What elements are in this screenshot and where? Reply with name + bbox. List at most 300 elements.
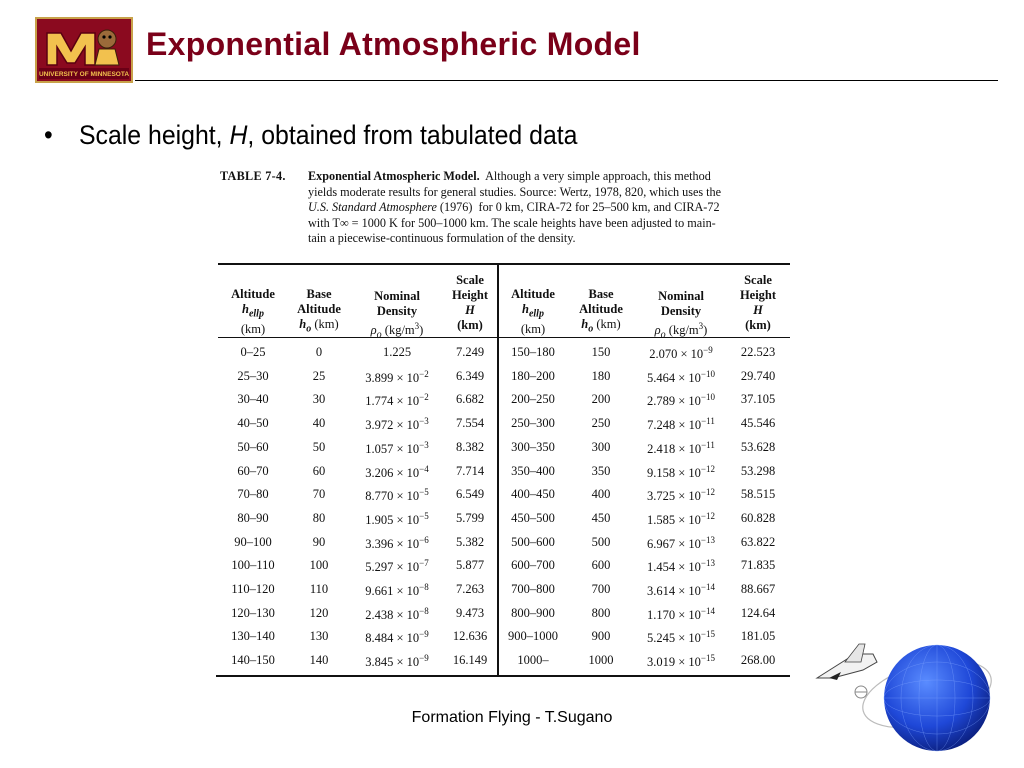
altitude-range: 900–1000 xyxy=(508,629,558,644)
cell-density-right xyxy=(636,464,726,481)
cell-density xyxy=(352,392,442,409)
density-exponent: −2 xyxy=(419,368,429,379)
altitude-range: 130–140 xyxy=(231,629,275,644)
scale-height: 88.667 xyxy=(740,582,776,596)
altitude-range: 200–250 xyxy=(511,392,555,407)
density-exponent: −10 xyxy=(700,392,715,403)
hdr-line: Nominal xyxy=(658,289,704,303)
hdr-symbol: h xyxy=(581,317,589,331)
base-altitude: 900 xyxy=(591,629,611,644)
density-times: × 10 xyxy=(396,465,420,480)
density-exponent: −9 xyxy=(703,345,713,355)
hdr-unit: (km) xyxy=(596,317,621,331)
cell-base-altitude-right xyxy=(566,582,636,597)
base-altitude: 1000 xyxy=(588,653,614,668)
cell-altitude-right xyxy=(500,345,566,360)
density-exponent: −8 xyxy=(419,605,429,616)
hdr-symbol: ρ xyxy=(654,323,661,338)
scale-height: 71.835 xyxy=(740,558,776,573)
cell-altitude-right xyxy=(500,416,566,431)
hdr-unit: (km) xyxy=(745,318,771,332)
density-mantissa: 6.967 xyxy=(646,536,676,551)
cell-altitude xyxy=(220,464,286,479)
density-times: × 10 xyxy=(678,441,702,456)
density-mantissa: 5.245 xyxy=(646,631,676,646)
caption-line-1: Although a very simple approach, this method xyxy=(485,169,711,183)
caption-source-title: U.S. Standard Atmosphere xyxy=(308,200,437,215)
cell-density xyxy=(352,369,442,386)
cell-base-altitude xyxy=(286,345,352,360)
shuttle-earth-icon xyxy=(815,636,995,768)
hdr-line: Scale xyxy=(744,273,772,287)
column-header-altitude-right xyxy=(500,287,566,337)
density-mantissa: 8.484 xyxy=(365,631,394,646)
hdr-unit: (kg/m xyxy=(384,323,415,338)
density-times: × 10 xyxy=(396,631,420,646)
altitude-range: 80–90 xyxy=(237,510,269,525)
base-altitude: 800 xyxy=(591,605,611,620)
cell-base-altitude xyxy=(286,653,352,668)
density-times: × 10 xyxy=(396,655,420,670)
density-exponent: −12 xyxy=(700,463,715,474)
base-altitude: 300 xyxy=(591,439,611,454)
density-times: × 10 xyxy=(396,607,420,622)
caption-line-5: tain a piecewise-continuous formulation of the density. xyxy=(308,231,576,246)
base-altitude: 60 xyxy=(312,463,326,478)
cell-scale-height xyxy=(442,487,498,502)
cell-density-right xyxy=(636,440,726,457)
hdr-symbol: H xyxy=(753,303,763,317)
cell-base-altitude-right xyxy=(566,416,636,431)
density-mantissa: 9.661 xyxy=(365,584,394,598)
cell-altitude xyxy=(220,440,286,455)
hdr-line xyxy=(726,303,790,318)
hdr-unit-close: ) xyxy=(419,323,424,338)
hdr-unit: (kg/m xyxy=(668,323,699,338)
scale-height: 181.05 xyxy=(740,629,776,644)
altitude-range: 180–200 xyxy=(511,368,555,383)
density-exponent: −15 xyxy=(700,653,715,664)
scale-height: 5.382 xyxy=(455,534,485,549)
density-mantissa: 3.396 xyxy=(365,536,394,551)
altitude-range: 140–150 xyxy=(231,653,275,668)
cell-altitude-right xyxy=(500,606,566,621)
density-mantissa: 2.438 xyxy=(365,607,394,622)
density-mantissa: 2.418 xyxy=(647,441,676,456)
hdr-subscript: o xyxy=(660,329,666,341)
density-mantissa: 1.585 xyxy=(646,512,676,527)
cell-base-altitude xyxy=(286,558,352,573)
hdr-line: Height xyxy=(739,288,777,302)
base-altitude: 400 xyxy=(591,487,611,502)
base-altitude: 500 xyxy=(591,534,611,549)
density-times: × 10 xyxy=(678,631,701,646)
cell-altitude xyxy=(220,606,286,621)
hdr-subscript: ellp xyxy=(528,308,544,320)
cell-altitude xyxy=(220,511,286,526)
hdr-line: Density xyxy=(376,304,418,318)
hdr-subscript: o xyxy=(588,323,594,335)
cell-density xyxy=(352,464,442,481)
caption-line-2: yields moderate results for general studies. Source: Wertz, 1978, 820, which uses the xyxy=(308,184,722,199)
base-altitude: 250 xyxy=(591,416,611,431)
density-exponent: −9 xyxy=(419,629,429,640)
density-exponent: −5 xyxy=(419,510,429,521)
density-exponent: −2 xyxy=(419,392,429,403)
hdr-symbol: h xyxy=(242,302,249,316)
bullet-text-suffix: , obtained from tabulated data xyxy=(247,120,578,150)
cell-altitude-right xyxy=(500,558,566,573)
altitude-range: 110–120 xyxy=(231,582,275,596)
cell-base-altitude-right xyxy=(566,558,636,573)
hdr-line: Base xyxy=(306,287,332,301)
column-header-altitude-left xyxy=(220,287,286,337)
cell-scale-height-right xyxy=(726,606,790,621)
column-header-base-left xyxy=(286,287,352,337)
slide-footer: Formation Flying - T.Sugano xyxy=(411,709,613,726)
density-exponent: −3 xyxy=(419,416,429,427)
hdr-unit-close: ) xyxy=(703,323,708,338)
cell-altitude xyxy=(220,535,286,550)
scale-height: 63.822 xyxy=(740,534,776,549)
density-mantissa: 1.454 xyxy=(646,560,676,575)
density-mantissa: 7.248 xyxy=(647,418,676,433)
cell-altitude-right xyxy=(500,392,566,407)
cell-scale-height xyxy=(442,535,498,550)
density-mantissa: 1.170 xyxy=(646,607,676,622)
density-mantissa: 3.972 xyxy=(365,418,394,433)
altitude-range: 450–500 xyxy=(511,510,555,525)
bullet-dot-icon: • xyxy=(44,120,53,150)
density-exponent: −12 xyxy=(700,487,715,498)
column-header-scale-right xyxy=(726,273,790,333)
base-altitude: 600 xyxy=(591,558,611,573)
hdr-line: Height xyxy=(451,288,489,302)
cell-base-altitude xyxy=(286,606,352,621)
cell-scale-height-right xyxy=(726,487,790,502)
cell-density-right xyxy=(636,487,726,504)
cell-density-right xyxy=(636,629,726,646)
altitude-range: 90–100 xyxy=(234,534,272,549)
scale-height: 8.382 xyxy=(455,439,485,454)
hdr-symbol: h xyxy=(299,317,307,331)
base-altitude: 450 xyxy=(591,510,611,525)
cell-base-altitude-right xyxy=(566,606,636,621)
cell-density-right xyxy=(636,606,726,623)
cell-density xyxy=(352,345,442,360)
base-altitude: 100 xyxy=(309,558,329,573)
hdr-unit: (km) xyxy=(240,321,266,336)
cell-altitude xyxy=(220,369,286,384)
slide-title: Exponential Atmospheric Model xyxy=(146,26,641,62)
cell-density-right xyxy=(636,369,726,386)
cell-scale-height xyxy=(442,416,498,431)
column-header-base-right xyxy=(566,287,636,337)
scale-height: 37.105 xyxy=(740,392,776,407)
density-mantissa: 1.057 xyxy=(365,441,394,456)
density-mantissa: 5.464 xyxy=(646,370,676,385)
cell-base-altitude xyxy=(286,582,352,597)
density-mantissa: 3.845 xyxy=(365,655,394,670)
cell-scale-height xyxy=(442,558,498,573)
caption-source-year: (1976) xyxy=(439,200,473,215)
university-logo xyxy=(35,17,133,83)
cell-density xyxy=(352,606,442,623)
base-altitude: 140 xyxy=(309,653,329,668)
cell-base-altitude xyxy=(286,392,352,407)
base-altitude: 80 xyxy=(312,510,326,525)
density-exponent: −9 xyxy=(419,653,429,664)
cell-density-right xyxy=(636,653,726,670)
altitude-range: 700–800 xyxy=(511,582,555,596)
density-times: × 10 xyxy=(678,418,702,433)
bullet-text-prefix: Scale height, xyxy=(78,120,230,150)
base-altitude: 700 xyxy=(591,582,611,596)
scale-height: 16.149 xyxy=(452,653,488,668)
density-mantissa: 3.019 xyxy=(646,655,676,670)
cell-scale-height-right xyxy=(726,558,790,573)
scale-height: 9.473 xyxy=(455,605,485,620)
density-mantissa: 3.899 xyxy=(365,370,394,385)
scale-height: 12.636 xyxy=(452,629,488,644)
base-altitude: 25 xyxy=(312,368,326,383)
base-altitude: 200 xyxy=(591,392,611,407)
hdr-line: Altitude xyxy=(231,287,275,301)
logo-caption: UNIVERSITY OF MINNESOTA xyxy=(38,71,130,78)
scale-height: 7.554 xyxy=(455,416,485,431)
cell-density-right xyxy=(636,558,726,575)
cell-density xyxy=(352,558,442,575)
scale-height: 5.799 xyxy=(455,510,485,525)
altitude-range: 1000– xyxy=(517,653,549,668)
cell-density-right xyxy=(636,392,726,409)
cell-scale-height-right xyxy=(726,440,790,455)
cell-altitude-right xyxy=(500,629,566,644)
hdr-symbol: ρ xyxy=(370,323,377,338)
cell-density xyxy=(352,511,442,528)
base-altitude: 350 xyxy=(591,463,611,478)
hdr-line: Base xyxy=(588,287,614,301)
cell-base-altitude xyxy=(286,440,352,455)
density-exponent: −13 xyxy=(700,558,715,569)
density-times: × 10 xyxy=(678,489,701,504)
cell-density-right xyxy=(636,582,726,599)
density-times: × 10 xyxy=(396,584,420,598)
base-altitude: 40 xyxy=(312,416,326,431)
scale-height: 58.515 xyxy=(740,487,776,502)
cell-density xyxy=(352,535,442,552)
scale-height: 5.877 xyxy=(455,558,485,573)
density-mantissa: 8.770 xyxy=(365,489,394,504)
bullet-point xyxy=(44,120,577,151)
cell-altitude-right xyxy=(500,440,566,455)
density-mantissa: 1.774 xyxy=(365,394,394,409)
density-times: × 10 xyxy=(678,512,701,527)
cell-base-altitude-right xyxy=(566,464,636,479)
cell-scale-height xyxy=(442,464,498,479)
density-mantissa: 2.070 xyxy=(649,347,678,361)
hdr-line: Nominal xyxy=(374,289,420,303)
density-exponent: −7 xyxy=(419,558,429,569)
density-times: × 10 xyxy=(678,655,701,670)
base-altitude: 70 xyxy=(312,487,326,502)
title-divider xyxy=(135,80,998,81)
hdr-subscript: ellp xyxy=(248,308,264,320)
cell-base-altitude-right xyxy=(566,535,636,550)
cell-density xyxy=(352,629,442,646)
hdr-line xyxy=(636,319,726,343)
cell-base-altitude xyxy=(286,487,352,502)
hdr-unit: (km) xyxy=(314,317,339,331)
cell-scale-height xyxy=(442,392,498,407)
hdr-superscript: 3 xyxy=(414,321,420,331)
scale-height: 22.523 xyxy=(740,345,776,359)
base-altitude: 0 xyxy=(315,345,323,359)
hdr-subscript: o xyxy=(376,329,382,341)
cell-altitude xyxy=(220,653,286,668)
hdr-unit: (km) xyxy=(520,321,546,336)
cell-base-altitude xyxy=(286,464,352,479)
density-times: × 10 xyxy=(396,441,420,456)
altitude-range: 300–350 xyxy=(511,439,555,454)
density-mantissa: 2.789 xyxy=(646,394,676,409)
cell-altitude xyxy=(220,629,286,644)
cell-scale-height-right xyxy=(726,535,790,550)
hdr-line xyxy=(352,319,442,343)
cell-density xyxy=(352,653,442,670)
density-times: × 10 xyxy=(678,370,701,385)
table-caption xyxy=(220,169,792,247)
density-times: × 10 xyxy=(396,512,420,527)
cell-scale-height xyxy=(442,606,498,621)
density-exponent: −4 xyxy=(419,463,429,474)
caption-line-3-text: for 0 km, CIRA-72 for 25–500 km, and CIRA-72 xyxy=(478,200,720,215)
density-times: × 10 xyxy=(396,560,420,575)
cell-altitude xyxy=(220,345,286,360)
altitude-range: 30–40 xyxy=(237,392,269,407)
cell-altitude xyxy=(220,416,286,431)
table-caption-title: Exponential Atmospheric Model. xyxy=(308,169,480,183)
density-times: × 10 xyxy=(678,584,701,598)
cell-altitude xyxy=(220,487,286,502)
hdr-line xyxy=(442,303,498,318)
altitude-range: 50–60 xyxy=(237,439,269,454)
cell-altitude-right xyxy=(500,464,566,479)
hdr-line xyxy=(566,317,636,337)
altitude-range: 120–130 xyxy=(231,605,275,620)
density-exponent: −8 xyxy=(419,582,429,592)
altitude-range: 150–180 xyxy=(511,345,555,359)
cell-scale-height-right xyxy=(726,464,790,479)
cell-altitude-right xyxy=(500,487,566,502)
cell-base-altitude xyxy=(286,369,352,384)
cell-altitude xyxy=(220,392,286,407)
cell-altitude-right xyxy=(500,535,566,550)
base-altitude: 50 xyxy=(312,439,326,454)
scale-height: 60.828 xyxy=(740,510,776,525)
scale-height: 7.714 xyxy=(455,463,485,478)
base-altitude: 120 xyxy=(309,605,329,620)
cell-density xyxy=(352,487,442,504)
cell-altitude xyxy=(220,582,286,597)
cell-base-altitude-right xyxy=(566,369,636,384)
cell-density-right xyxy=(636,416,726,433)
cell-base-altitude-right xyxy=(566,629,636,644)
scale-height: 124.64 xyxy=(740,605,776,620)
density-exponent: −5 xyxy=(419,487,429,498)
cell-density-right xyxy=(636,345,726,362)
scale-height: 7.263 xyxy=(455,582,485,596)
cell-base-altitude-right xyxy=(566,653,636,668)
altitude-range: 100–110 xyxy=(231,558,275,573)
hdr-symbol: h xyxy=(522,302,529,316)
density-times: × 10 xyxy=(678,560,701,575)
cell-scale-height xyxy=(442,511,498,526)
density-exponent: −14 xyxy=(700,582,715,592)
cell-base-altitude xyxy=(286,511,352,526)
column-header-scale-left xyxy=(442,273,498,333)
bullet-variable: H xyxy=(229,120,248,150)
hdr-line: Scale xyxy=(456,273,484,287)
base-altitude: 90 xyxy=(312,534,326,549)
hdr-superscript: 3 xyxy=(698,321,704,331)
density-exponent: −14 xyxy=(700,605,715,616)
density-exponent: −15 xyxy=(700,629,715,640)
goldy-gopher-icon xyxy=(37,19,131,81)
cell-scale-height-right xyxy=(726,629,790,644)
hdr-line xyxy=(220,302,286,322)
altitude-range: 40–50 xyxy=(237,416,269,431)
hdr-line: Altitude xyxy=(511,287,555,301)
scale-height: 29.740 xyxy=(740,368,776,383)
scale-height: 268.00 xyxy=(740,653,776,668)
cell-scale-height-right xyxy=(726,392,790,407)
cell-scale-height-right xyxy=(726,345,790,360)
base-altitude: 130 xyxy=(309,629,329,644)
density-times: × 10 xyxy=(680,347,704,361)
table-bottom-rule xyxy=(216,675,790,677)
scale-height: 45.546 xyxy=(740,416,776,431)
caption-line-4: with T∞ = 1000 K for 500–1000 km. The scale heights have been adjusted to main- xyxy=(308,215,716,230)
altitude-range: 400–450 xyxy=(511,487,555,502)
altitude-range: 500–600 xyxy=(511,534,555,549)
density-times: × 10 xyxy=(396,536,420,551)
cell-scale-height-right xyxy=(726,416,790,431)
density-mantissa: 3.725 xyxy=(646,489,676,504)
scale-height: 53.628 xyxy=(740,439,776,454)
base-altitude: 30 xyxy=(312,392,326,407)
density-times: × 10 xyxy=(396,418,420,433)
hdr-line xyxy=(286,317,352,337)
cell-scale-height-right xyxy=(726,582,790,597)
cell-base-altitude xyxy=(286,535,352,550)
cell-base-altitude-right xyxy=(566,487,636,502)
cell-scale-height xyxy=(442,440,498,455)
cell-altitude-right xyxy=(500,511,566,526)
cell-altitude-right xyxy=(500,582,566,597)
altitude-range: 0–25 xyxy=(240,345,266,359)
base-altitude: 150 xyxy=(591,345,611,359)
scale-height: 53.298 xyxy=(740,463,776,478)
hdr-symbol: H xyxy=(465,303,475,317)
altitude-range: 25–30 xyxy=(237,368,269,383)
density-times: × 10 xyxy=(678,607,701,622)
altitude-range: 60–70 xyxy=(237,463,269,478)
cell-scale-height-right xyxy=(726,511,790,526)
density-exponent: −11 xyxy=(701,439,715,450)
altitude-range: 350–400 xyxy=(511,463,555,478)
cell-scale-height-right xyxy=(726,369,790,384)
